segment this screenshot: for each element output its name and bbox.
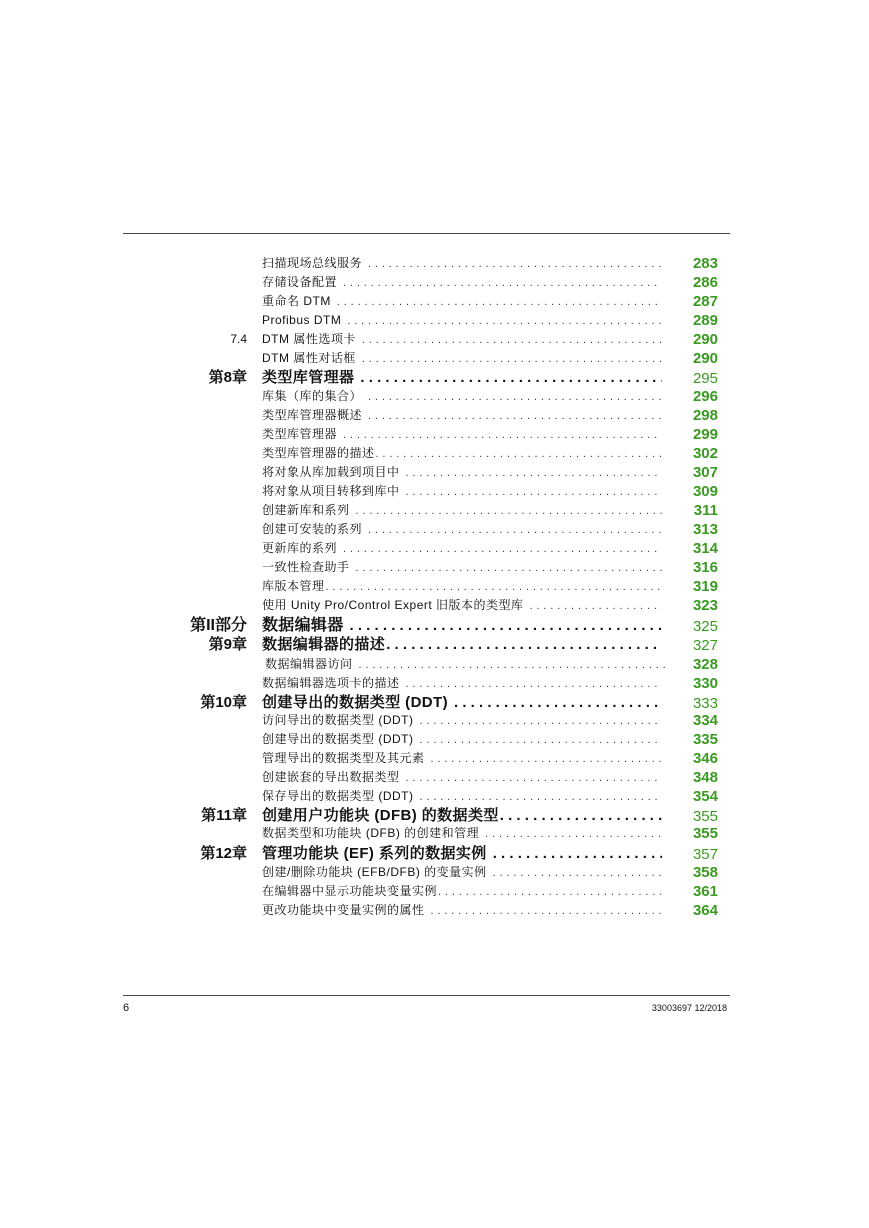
toc-entry-page: 335 [692,731,718,748]
toc-entry-page: 295 [692,370,718,387]
toc-entry-title-box [262,901,662,920]
toc-entry-page: 348 [692,769,718,786]
toc-entry-title: 类型库管理器 [262,427,338,441]
toc-section-entry[interactable] [0,406,869,424]
toc-chapter-number: 第10章 [200,694,247,711]
toc-entry-number: 7.4 [230,332,247,346]
toc-entry-title-box [262,806,662,826]
toc-entry-title-box [262,596,662,615]
toc-entry-title: 重命名 DTM [262,294,331,308]
toc-chapter-number: 第12章 [200,845,247,862]
toc-entry-page: 296 [692,388,718,405]
toc-entry-page: 309 [692,483,718,500]
toc-entry-title-box [262,768,662,787]
toc-entry-title-box [262,655,665,674]
toc-entry-title: 数据类型和功能块 (DFB) 的创建和管理 [262,826,480,840]
toc-entry-title: 库集（库的集合） [262,389,363,403]
toc-entry-title: 创建/删除功能块 (EFB/DFB) 的变量实例 [262,865,487,879]
toc-entry-page: 364 [692,902,718,919]
toc-section-entry[interactable] [0,863,869,881]
toc-entry-page: 302 [692,445,718,462]
toc-chapter-number: 第8章 [208,369,247,386]
toc-section-entry[interactable] [0,463,869,481]
toc-section-entry[interactable] [0,254,869,272]
toc-entry-title-box [262,330,662,349]
toc-entry-page: 289 [692,312,718,329]
toc-entry-page: 287 [692,293,718,310]
toc-chapter-number: 第11章 [201,807,247,824]
toc-entry-title-box [262,444,662,463]
toc-section-entry[interactable] [0,482,869,500]
toc-entry-title: Profibus DTM [262,313,342,327]
toc-entry-title: 类型库管理器的描述 [262,446,375,460]
toc-entry-title: 创建可安装的系列 [262,522,363,536]
toc-part-entry[interactable] [0,615,869,637]
toc-entry-title-box [262,463,662,482]
toc-section-entry[interactable] [0,882,869,900]
toc-entry-page: 333 [692,695,718,712]
toc-section-entry[interactable] [0,787,869,805]
toc-entry-title-box [262,539,662,558]
toc-entry-title: DTM 属性选项卡 [262,332,356,346]
toc-entry-title-box [262,254,662,273]
toc-chapter-title: 数据编辑器的描述 [262,636,386,653]
toc-entry-title-box [262,406,662,425]
toc-entry-title-box [262,577,662,596]
toc-entry-title: 将对象从库加载到项目中 [262,465,400,479]
toc-section-entry[interactable] [0,501,869,519]
toc-entry-title-box [262,730,662,749]
toc-entry-title: 库版本管理 [262,579,325,593]
toc-entry-page: 358 [692,864,718,881]
toc-entry-page: 325 [692,618,718,635]
toc-entry-title: 使用 Unity Pro/Control Expert 旧版本的类型库 [262,598,524,612]
toc-entry-page: 323 [692,597,718,614]
toc-entry-page: 357 [692,846,718,863]
toc-entry-title: 保存导出的数据类型 (DDT) [262,789,414,803]
toc-entry-page: 328 [692,656,718,673]
toc-entry-title: 创建导出的数据类型 (DDT) [262,732,414,746]
toc-section-entry[interactable] [0,444,869,462]
toc-chapter-entry[interactable] [0,693,869,713]
toc-section-entry[interactable] [0,901,869,919]
toc-section-entry[interactable] [0,596,869,614]
toc-entry-title: 更新库的系列 [262,541,338,555]
toc-chapter-entry[interactable] [0,635,869,655]
toc-entry-title-box [262,863,662,882]
toc-section-entry[interactable] [0,292,869,310]
toc-entry-title: 数据编辑器选项卡的描述 [262,676,400,690]
toc-entry-title-box [262,693,662,713]
toc-chapter-title: 创建用户功能块 (DFB) 的数据类型 [262,807,499,824]
toc-entry-page: 311 [693,502,718,519]
toc-entry-page: 290 [692,331,718,348]
toc-entry-title: 创建新库和系列 [262,503,350,517]
toc-entry-title-box [262,844,662,864]
toc-entry-page: 286 [692,274,718,291]
toc-chapter-entry[interactable] [0,368,869,388]
toc-section-entry[interactable] [0,311,869,329]
toc-entry-title-box [262,558,662,577]
toc-entry-page: 330 [692,675,718,692]
toc-chapter-title: 管理功能块 (EF) 系列的数据实例 [262,845,487,862]
toc-entry-title-box [262,368,662,388]
toc-entry-page: 334 [692,712,718,729]
toc-chapter-title: 类型库管理器 [262,369,355,386]
toc-entry-page: 361 [692,883,718,900]
footer-document-reference: 33003697 12/2018 [651,1003,727,1013]
toc-entry-page: 314 [692,540,718,557]
toc-entry-title-box [262,635,662,655]
toc-entry-page: 319 [692,578,718,595]
toc-entry-title: 类型库管理器概述 [262,408,363,422]
toc-chapter-title: 创建导出的数据类型 (DDT) [262,694,448,711]
toc-section-entry[interactable] [0,425,869,443]
toc-entry-title: 扫描现场总线服务 [262,256,363,270]
toc-entry-title: 访问导出的数据类型 (DDT) [262,713,414,727]
toc-subsection-entry[interactable] [0,330,869,348]
toc-entry-title-box [262,711,662,730]
toc-section-entry[interactable] [0,577,869,595]
toc-entry-title: 将对象从项目转移到库中 [262,484,400,498]
toc-entry-title-box [262,387,662,406]
toc-entry-title: 创建嵌套的导出数据类型 [262,770,400,784]
toc-entry-page: 299 [692,426,718,443]
toc-section-entry[interactable] [0,768,869,786]
toc-section-entry[interactable] [0,558,869,576]
toc-section-entry[interactable] [0,711,869,729]
toc-entry-page: 346 [692,750,718,767]
toc-entry-title-box [262,349,662,368]
toc-entry-page: 307 [692,464,718,481]
toc-entry-title-box [262,273,662,292]
toc-section-entry[interactable] [0,749,869,767]
toc-section-entry[interactable] [0,655,869,673]
toc-section-entry[interactable] [0,273,869,291]
toc-chapter-number: 第9章 [208,636,247,653]
footer-page-number: 6 [123,1002,130,1014]
toc-entry-title: 更改功能块中变量实例的属性 [262,903,425,917]
toc-entry-title-box [262,749,662,768]
toc-section-entry[interactable] [0,674,869,692]
toc-entry-page: 355 [692,808,718,825]
toc-part-number: 第II部分 [190,617,247,634]
toc-section-entry[interactable] [0,824,869,842]
toc-entry-title-box [262,520,662,539]
toc-entry-title-box [262,615,662,637]
toc-entry-page: 316 [692,559,718,576]
toc-section-entry[interactable] [0,520,869,538]
toc-chapter-entry[interactable] [0,806,869,826]
toc-section-entry[interactable] [0,730,869,748]
toc-entry-page: 313 [692,521,718,538]
footer-rule [123,995,730,996]
toc-entry-title: 在编辑器中显示功能块变量实例 [262,884,438,898]
toc-entry-title: DTM 属性对话框 [262,351,356,365]
toc-entry-title-box [262,882,662,901]
header-rule [123,233,730,234]
toc-entry-title: 一致性检查助手 [262,560,350,574]
toc-entry-title-box [262,482,662,501]
toc-entry-title-box [262,292,662,311]
toc-chapter-entry[interactable] [0,844,869,864]
toc-part-title: 数据编辑器 [262,617,344,634]
toc-entry-title: 数据编辑器访问 [265,657,353,671]
toc-section-entry[interactable] [0,539,869,557]
toc-entry-title-box [262,824,662,843]
toc-entry-title-box [262,311,662,330]
toc-entry-title: 管理导出的数据类型及其元素 [262,751,425,765]
toc-entry-page: 327 [692,637,718,654]
toc-entry-page: 283 [692,255,718,272]
toc-entry-page: 298 [692,407,718,424]
toc-entry-title-box [262,425,662,444]
toc-entry-page: 354 [692,788,718,805]
toc-entry-title-box [262,674,662,693]
toc-entry-title-box [262,501,662,520]
toc-section-entry[interactable] [0,349,869,367]
toc-section-entry[interactable] [0,387,869,405]
toc-entry-title: 存储设备配置 [262,275,338,289]
toc-entry-title-box [262,787,662,806]
toc-entry-page: 355 [692,825,718,842]
toc-entry-page: 290 [692,350,718,367]
